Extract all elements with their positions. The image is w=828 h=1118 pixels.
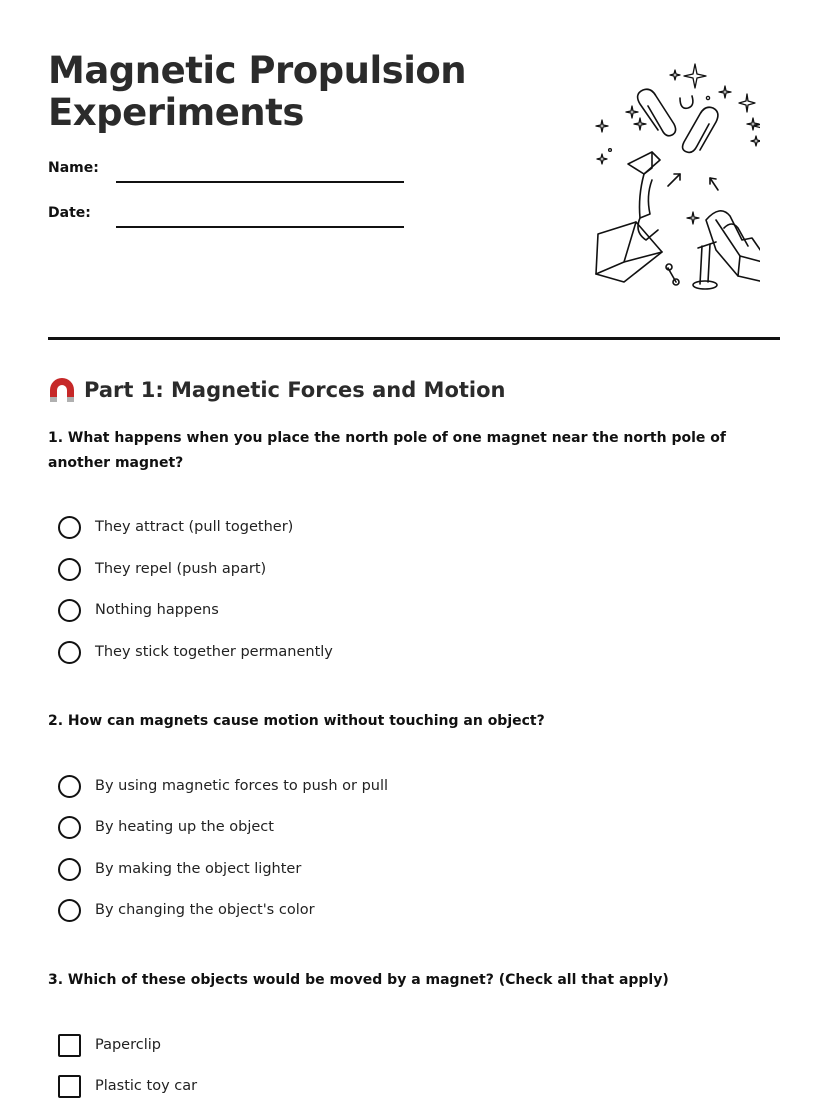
- nail-icon: [693, 242, 717, 289]
- radio-button[interactable]: [58, 858, 81, 881]
- option-label: Nothing happens: [95, 602, 219, 618]
- question-1-option-2[interactable]: [58, 557, 266, 581]
- question-2-option-4[interactable]: [58, 898, 315, 922]
- checkbox[interactable]: [58, 1075, 81, 1098]
- small-clip-icon: [680, 96, 693, 108]
- radio-button[interactable]: [58, 516, 81, 539]
- date-field: [48, 205, 408, 235]
- date-label: Date:: [48, 205, 91, 221]
- question-1-text: 1. What happens when you place the north pole of one magnet near the north pole of another magnet?: [48, 430, 726, 471]
- page-title: [48, 50, 528, 134]
- option-label: Paperclip: [95, 1037, 161, 1053]
- title-line-1: Magnetic Propulsion: [48, 49, 467, 92]
- date-input-line[interactable]: [116, 226, 404, 228]
- option-label: By using magnetic forces to push or pull: [95, 778, 389, 794]
- magnets-and-paperclips-illustration: [540, 56, 760, 302]
- title-line-2: Experiments: [48, 91, 304, 134]
- left-magnet-block-icon: [596, 152, 662, 282]
- question-2-option-1[interactable]: [58, 774, 388, 798]
- section-title-text: Part 1: Magnetic Forces and Motion: [84, 378, 506, 402]
- question-2-text: 2. How can magnets cause motion without touching an object?: [48, 713, 545, 729]
- force-arrow-icons: [668, 174, 718, 190]
- question-3-option-1[interactable]: [58, 1033, 161, 1057]
- screw-icon: [666, 264, 679, 285]
- sparkle-icons: [596, 64, 760, 224]
- radio-button[interactable]: [58, 816, 81, 839]
- radio-button[interactable]: [58, 775, 81, 798]
- horseshoe-magnet-icon: [48, 376, 76, 404]
- option-label: By heating up the object: [95, 819, 274, 835]
- option-label: By making the object lighter: [95, 861, 302, 877]
- worksheet-page: [48, 0, 780, 1118]
- question-1-option-1[interactable]: [58, 515, 293, 539]
- question-3-text: 3. Which of these objects would be moved by a magnet? (Check all that apply): [48, 972, 669, 988]
- section-title-part-1: [48, 374, 506, 406]
- paperclip-left-icon: [638, 89, 676, 136]
- option-label: They repel (push apart): [95, 561, 267, 577]
- name-input-line[interactable]: [116, 181, 404, 183]
- radio-button[interactable]: [58, 641, 81, 664]
- question-1-option-3[interactable]: [58, 598, 219, 622]
- right-magnet-block-icon: [706, 211, 760, 282]
- header-divider: [48, 337, 780, 340]
- radio-button[interactable]: [58, 558, 81, 581]
- question-3-option-2[interactable]: [58, 1074, 197, 1098]
- option-label: They attract (pull together): [95, 519, 294, 535]
- option-label: By changing the object's color: [95, 902, 315, 918]
- paperclip-right-icon: [683, 107, 718, 152]
- checkbox[interactable]: [58, 1034, 81, 1057]
- name-field: [48, 160, 408, 190]
- question-1-option-4[interactable]: [58, 640, 333, 664]
- option-label: They stick together permanently: [95, 644, 333, 660]
- radio-button[interactable]: [58, 599, 81, 622]
- name-label: Name:: [48, 160, 99, 176]
- question-2-option-3[interactable]: [58, 857, 301, 881]
- radio-button[interactable]: [58, 899, 81, 922]
- option-label: Plastic toy car: [95, 1078, 198, 1094]
- question-2-option-2[interactable]: [58, 815, 274, 839]
